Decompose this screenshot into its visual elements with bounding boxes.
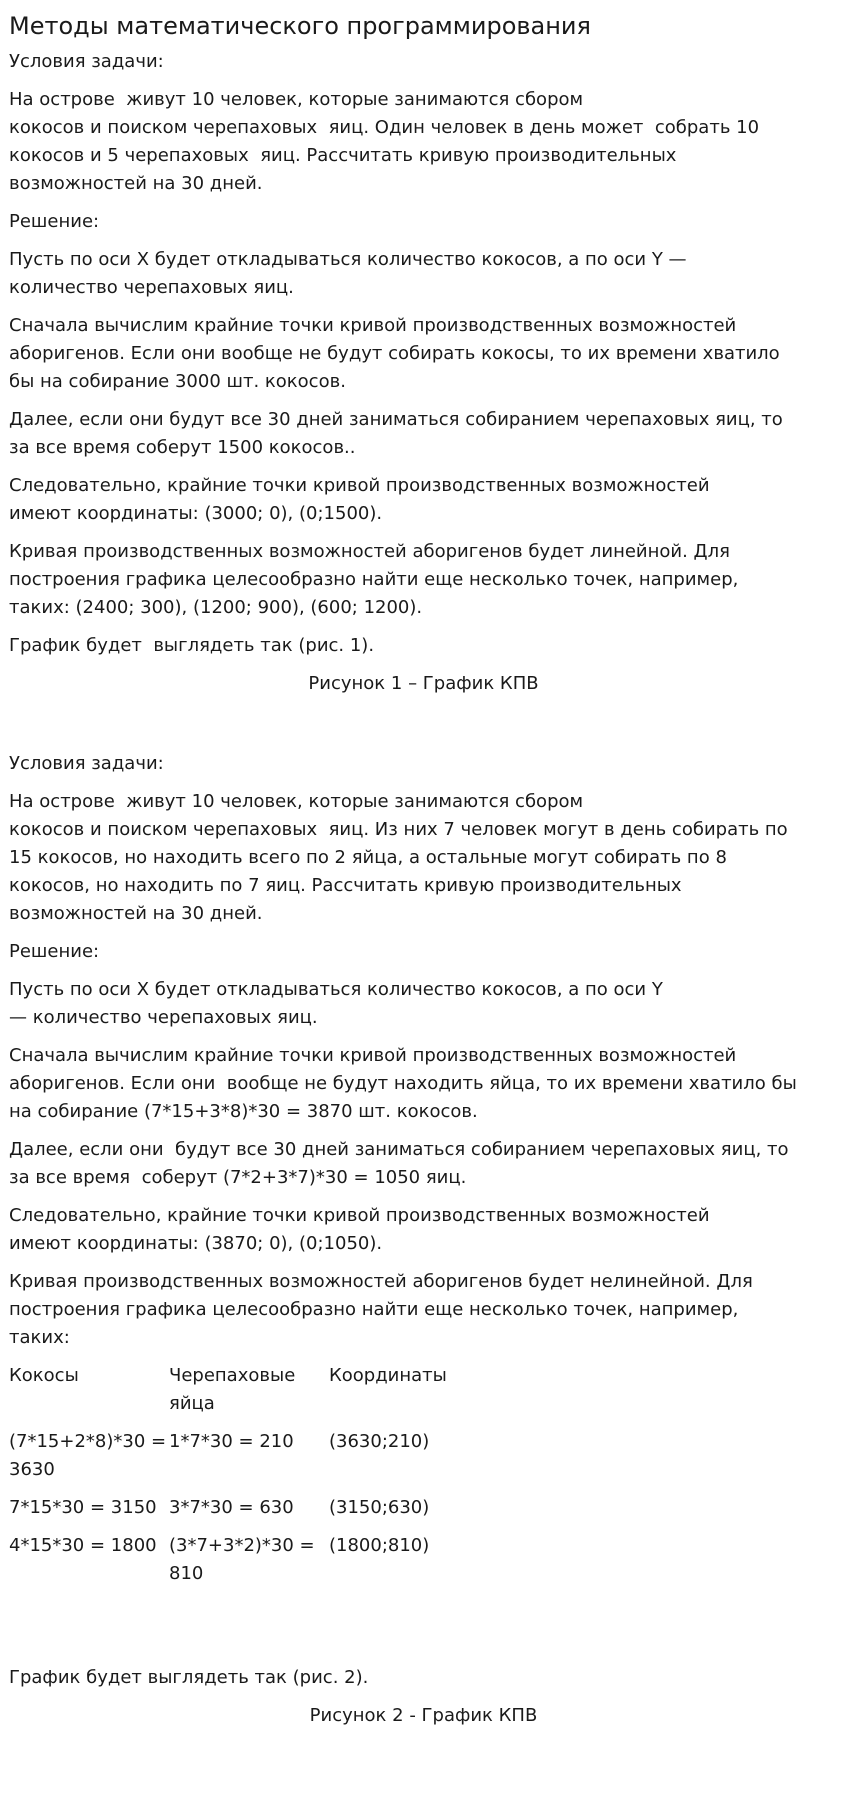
- table-row: [9, 1494, 489, 1532]
- spacer: [9, 1604, 838, 1664]
- solution-label: Решение:: [9, 211, 100, 232]
- paragraph-axes: Пусть по оси X будет откладываться количество кокосов, а по оси Y — количество черепаховых яиц.: [9, 249, 687, 298]
- paragraph-nonlinear: Кривая производственных возможностей аборигенов будет нелинейной. Для построения графика целесообразно найти еще несколько точек, например, таких:: [9, 1271, 753, 1348]
- paragraph-extreme-points: Сначала вычислим крайние точки кривой производственных возможностей аборигенов. Если они вообще не будут собирать кокосы, то их времени хватило бы на собирание 3000 шт. кокосов.: [9, 315, 780, 392]
- table-row: [9, 1428, 489, 1494]
- points-table: [9, 1362, 489, 1598]
- table-cell: 7*15*30 = 3150: [9, 1497, 157, 1518]
- conditions-text: На острове живут 10 человек, которые занимаются сбором кокосов и поиском черепаховых яиц. Из них 7 человек могут в день собирать по 15 кокосов, но находить всего по 2 яйца, а остальные могут собирать по 8 кокосов, но находить по 7 яиц. Рассчитать кривую производительных возможностей на 30 дней.: [9, 791, 788, 924]
- page-title: Методы математического программирования: [9, 12, 591, 40]
- table-cell: (1800;810): [329, 1535, 430, 1556]
- problem-1: [9, 48, 838, 698]
- table-cell: (3630;210): [329, 1431, 430, 1452]
- header-eggs: Черепаховые яйца: [169, 1365, 296, 1414]
- paragraph-coordinates: Следовательно, крайние точки кривой производственных возможностей имеют координаты: (3870; 0), (0;1050).: [9, 1205, 710, 1254]
- problem-2: [9, 750, 838, 1730]
- paragraph-axes: Пусть по оси X будет откладываться количество кокосов, а по оси Y — количество черепаховых яиц.: [9, 979, 663, 1028]
- paragraph-eggs: Далее, если они будут все 30 дней заниматься собиранием черепаховых яиц, то за все время соберут (7*2+3*7)*30 = 1050 яиц.: [9, 1139, 789, 1188]
- figure-caption: Рисунок 2 - График КПВ: [309, 1705, 538, 1726]
- conditions-label: Условия задачи:: [9, 753, 164, 774]
- conditions-label: Условия задачи:: [9, 51, 164, 72]
- table-cell: (3*7+3*2)*30 = 810: [169, 1535, 315, 1584]
- paragraph-graph-ref: График будет выглядеть так (рис. 1).: [9, 635, 375, 656]
- table-header-row: [9, 1362, 489, 1428]
- table-cell: 4*15*30 = 1800: [9, 1535, 157, 1556]
- table-cell: (3150;630): [329, 1497, 430, 1518]
- spacer: [9, 708, 838, 750]
- table-cell: 3*7*30 = 630: [169, 1497, 294, 1518]
- paragraph-graph-ref: График будет выглядеть так (рис. 2).: [9, 1667, 369, 1688]
- paragraph-linear: Кривая производственных возможностей аборигенов будет линейной. Для построения графика целесообразно найти еще несколько точек, например, таких: (2400; 300), (1200; 900), (600; 1200).: [9, 541, 739, 618]
- table-row: [9, 1532, 489, 1598]
- paragraph-coordinates: Следовательно, крайние точки кривой производственных возможностей имеют координаты: (3000; 0), (0;1500).: [9, 475, 710, 524]
- figure-caption: Рисунок 1 – График КПВ: [308, 673, 539, 694]
- paragraph-eggs: Далее, если они будут все 30 дней заниматься собиранием черепаховых яиц, то за все время соберут 1500 кокосов..: [9, 409, 783, 458]
- table-cell: 1*7*30 = 210: [169, 1431, 294, 1452]
- header-coconuts: Кокосы: [9, 1365, 79, 1386]
- header-coordinates: Координаты: [329, 1365, 447, 1386]
- table-cell: (7*15+2*8)*30 = 3630: [9, 1431, 167, 1480]
- solution-label: Решение:: [9, 941, 100, 962]
- paragraph-extreme-points: Сначала вычислим крайние точки кривой производственных возможностей аборигенов. Если они вообще не будут находить яйца, то их времени хватило бы на собирание (7*15+3*8)*30 = 3870 шт. кокосов.: [9, 1045, 797, 1122]
- conditions-text: На острове живут 10 человек, которые занимаются сбором кокосов и поиском черепаховых яиц. Один человек в день может собрать 10 кокосов и 5 черепаховых яиц. Рассчитать кривую производительных возможностей на 30 дней.: [9, 89, 760, 194]
